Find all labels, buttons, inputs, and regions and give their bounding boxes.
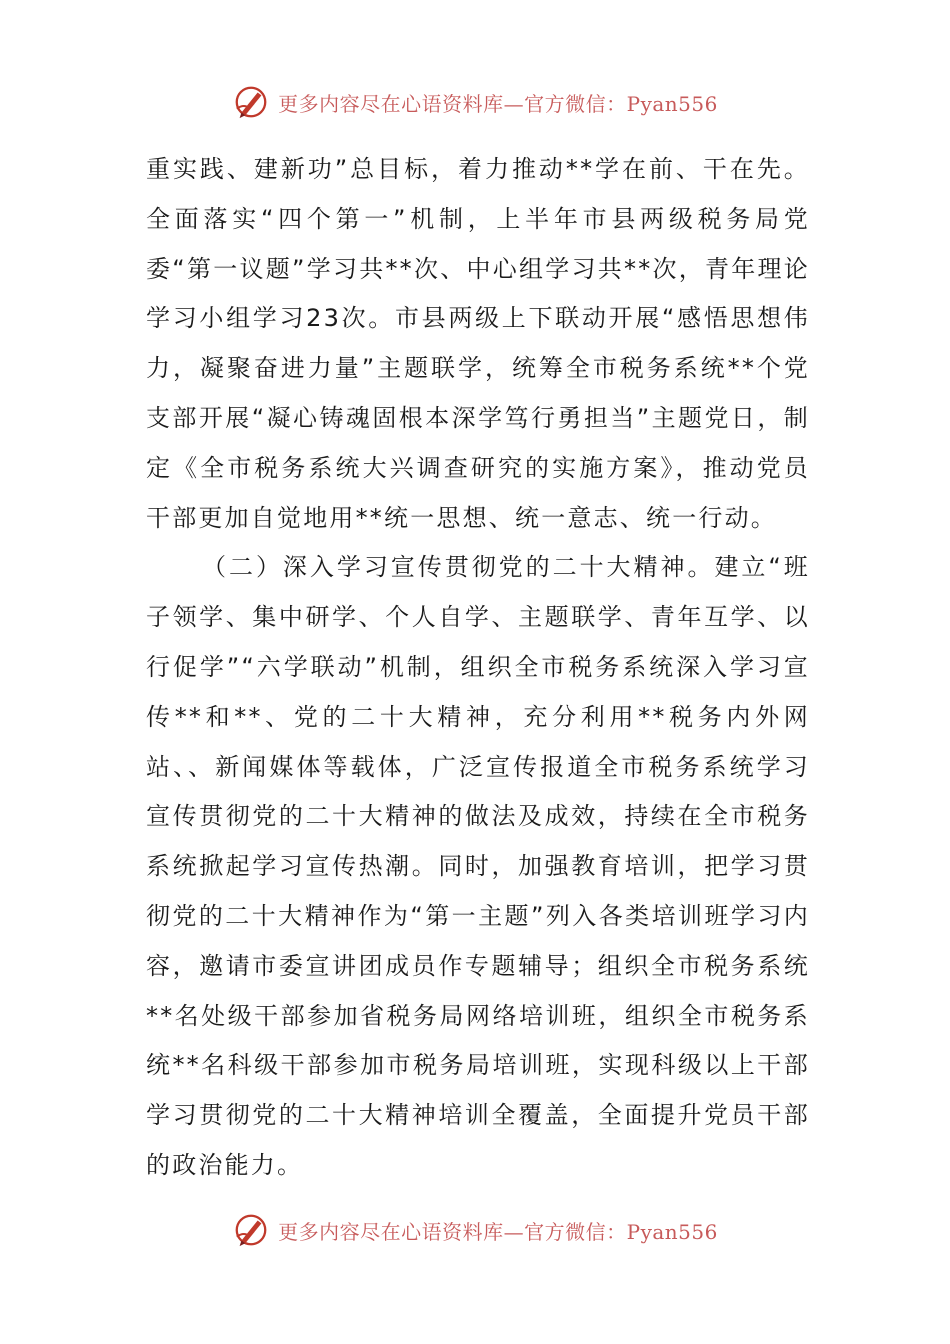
header-watermark-text: 更多内容尽在心语资料库—官方微信：Pyan556 xyxy=(278,91,718,116)
footer-watermark-text: 更多内容尽在心语资料库—官方微信：Pyan556 xyxy=(278,1219,718,1244)
footer-watermark-banner xyxy=(0,1210,950,1250)
paragraph-continuation: 重实践、建新功”总目标，着力推动**学在前、干在先。全面落实“四个第一”机制，上半年市县两级税务局党委“第一议题”学习共**次、中心组学习共**次，青年理论学习小组学习23次。市县两级上下联动开展“感悟思想伟力，凝聚奋进力量”主题联学，统筹全市税务系统**个党支部开展“凝心铸魂固根本深学笃行勇担当”主题党日，制定《全市税务系统大兴调查研究的实施方案》，推动党员干部更加自觉地用**统一思想、统一意志、统一行动。 xyxy=(146,155,810,532)
header-watermark-banner xyxy=(0,82,950,122)
paragraph-section-two: （二）深入学习宣传贯彻党的二十大精神。建立“班子领学、集中研学、个人自学、主题联学、青年互学、以行促学”“六学联动”机制，组织全市税务系统深入学习宣传**和**、党的二十大精神，充分利用**税务内外网站、、新闻媒体等载体，广泛宣传报道全市税务系统学习宣传贯彻党的二十大精神的做法及成效，持续在全市税务系统掀起学习宣传热潮。同时，加强教育培训，把学习贯彻党的二十大精神作为“第一主题”列入各类培训班学习内容，邀请市委宣讲团成员作专题辅导；组织全市税务系统**名处级干部参加省税务局网络培训班，组织全市税务系统**名科级干部参加市税务局培训班，实现科级以上干部学习贯彻党的二十大精神培训全覆盖，全面提升党员干部的政治能力。 xyxy=(146,553,810,1179)
document-body xyxy=(146,145,810,1191)
pen-logo-icon xyxy=(232,83,270,121)
pen-logo-icon xyxy=(232,1211,270,1249)
